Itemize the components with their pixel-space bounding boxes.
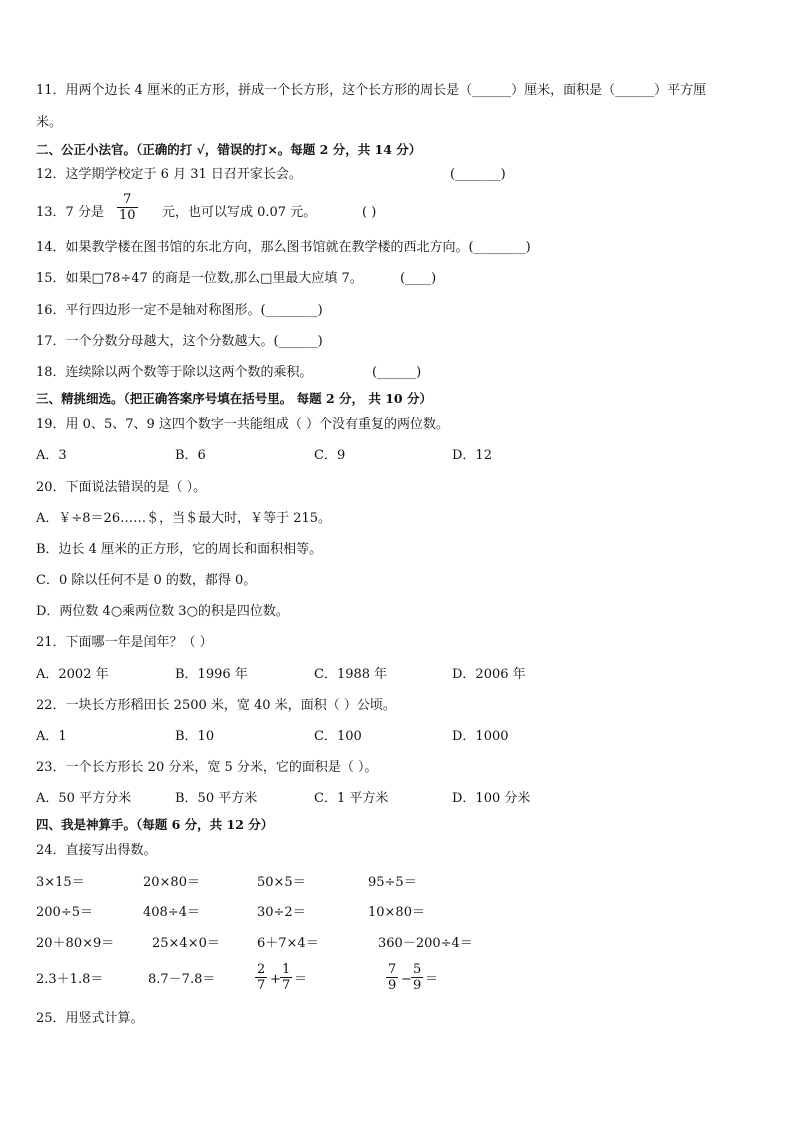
q23-text: 23．一个长方形长 20 分米，宽 5 分米，它的面积是（ ）。: [36, 760, 378, 775]
q24-frac1-operator: +: [270, 972, 281, 987]
q24-r4-c1: 2.3＋1.8＝: [36, 972, 104, 987]
q24-r2-c1: 200÷5＝: [36, 905, 93, 920]
q24-frac1-b-denominator: 7: [282, 978, 291, 993]
q24-r3-c4: 360－200÷4＝: [378, 936, 473, 951]
q23-option-b[interactable]: B．50 平方米: [175, 791, 258, 806]
q24-frac1-a-denominator: 7: [257, 978, 266, 993]
q13-fraction-numerator: 7: [123, 192, 132, 207]
q22-option-c[interactable]: C．100: [314, 729, 362, 744]
q24-frac1-b-numerator: 1: [282, 962, 291, 977]
q23-option-c[interactable]: C．1 平方米: [314, 791, 389, 806]
q24-r1-c2: 20×80＝: [143, 875, 200, 890]
q24-frac2-b-denominator: 9: [413, 978, 422, 993]
q24-frac1-equals: ＝: [294, 972, 308, 987]
section-3-heading: 三、精挑细选。（把正确答案序号填在括号里。 每题 2 分， 共 10 分）: [36, 391, 432, 406]
q24-frac2-operator: −: [401, 972, 412, 987]
q24-frac2-equals: ＝: [425, 972, 439, 987]
q24-frac2-b-numerator: 5: [413, 962, 422, 977]
q24-frac2-a: [386, 962, 398, 993]
q19-text: 19．用 0、5、7、9 这四个数字一共能组成（ ）个没有重复的两位数。: [36, 417, 450, 432]
q22-option-d[interactable]: D．1000: [452, 729, 509, 744]
q14-text: 14．如果教学楼在图书馆的东北方向，那么图书馆就在教学楼的西北方向。(________): [36, 240, 531, 255]
q21-option-c[interactable]: C．1988 年: [314, 667, 388, 682]
q24-r3-c1: 20＋80×9＝: [36, 936, 115, 951]
q24-r1-c4: 95÷5＝: [368, 875, 417, 890]
q24-frac1-b: [280, 962, 292, 993]
q11-line1: 11．用两个边长 4 厘米的正方形，拼成一个长方形，这个长方形的周长是（______）厘米，面积是（______）平方厘: [36, 83, 707, 98]
q19-option-d[interactable]: D．12: [452, 448, 492, 463]
q13-suffix: 元，也可以写成 0.07 元。: [162, 205, 317, 220]
q19-option-a[interactable]: A．3: [36, 448, 67, 463]
q21-option-b[interactable]: B．1996 年: [175, 667, 248, 682]
q22-option-b[interactable]: B．10: [175, 729, 215, 744]
q12-text: 12．这学期学校定于 6 月 31 日召开家长会。: [36, 167, 302, 182]
q24-frac2-b: [411, 962, 423, 993]
q18-text: 18．连续除以两个数等于除以这两个数的乘积。: [36, 365, 313, 380]
q24-r2-c2: 408÷4＝: [143, 905, 200, 920]
q19-option-b[interactable]: B．6: [175, 448, 206, 463]
q15-answer-blank[interactable]: (____): [400, 271, 437, 286]
q24-r3-c3: 6＋7×4＝: [257, 936, 319, 951]
q20-option-d[interactable]: D．两位数 4○乘两位数 3○的积是四位数。: [36, 604, 289, 619]
q11-line2: 米。: [36, 115, 63, 130]
q24-r4-c2: 8.7－7.8＝: [148, 972, 216, 987]
q20-option-b[interactable]: B．边长 4 厘米的正方形，它的周长和面积相等。: [36, 542, 323, 557]
q17-text: 17．一个分数分母越大，这个分数越大。(______): [36, 334, 323, 349]
q24-frac1-a-numerator: 2: [257, 962, 266, 977]
q21-option-a[interactable]: A．2002 年: [36, 667, 109, 682]
q16-text: 16．平行四边形一定不是轴对称图形。(________): [36, 303, 323, 318]
q22-text: 22．一块长方形稻田长 2500 米，宽 40 米，面积（ ）公顷。: [36, 698, 396, 713]
q24-text: 24．直接写出得数。: [36, 843, 157, 858]
q19-option-c[interactable]: C．9: [314, 448, 346, 463]
section-4-heading: 四、我是神算手。（每题 6 分，共 12 分）: [36, 817, 274, 832]
q20-option-a[interactable]: A．￥÷8＝26……＄，当＄最大时，￥等于 215。: [36, 511, 332, 526]
q13-fraction: [117, 192, 138, 223]
q24-r2-c3: 30÷2＝: [257, 905, 306, 920]
q13-answer-blank[interactable]: ( ): [362, 205, 377, 220]
q20-text: 20．下面说法错误的是（ ）。: [36, 480, 207, 495]
q24-r1-c1: 3×15＝: [36, 875, 85, 890]
q13-prefix: 13．7 分是: [36, 205, 104, 220]
q21-text: 21．下面哪一年是闰年？（ ）: [36, 635, 213, 650]
q21-option-d[interactable]: D．2006 年: [452, 667, 526, 682]
q15-text: 15．如果□78÷47 的商是一位数,那么□里最大应填 7。: [36, 271, 363, 286]
q18-answer-blank[interactable]: (______): [372, 365, 422, 380]
q24-r1-c3: 50×5＝: [257, 875, 306, 890]
section-2-heading: 二、公正小法官。（正确的打 √，错误的打×。每题 2 分，共 14 分）: [36, 142, 422, 157]
q24-r3-c2: 25×4×0＝: [152, 936, 220, 951]
q25-text: 25．用竖式计算。: [36, 1011, 144, 1026]
q22-option-a[interactable]: A．1: [36, 729, 67, 744]
q20-option-c[interactable]: C．0 除以任何不是 0 的数，都得 0。: [36, 573, 257, 588]
q24-r2-c4: 10×80＝: [368, 905, 425, 920]
q23-option-a[interactable]: A．50 平方分米: [36, 791, 132, 806]
q13-fraction-denominator: 10: [119, 208, 136, 223]
q12-answer-blank[interactable]: (_______): [450, 167, 506, 182]
q24-frac2-a-numerator: 7: [388, 962, 397, 977]
q23-option-d[interactable]: D．100 分米: [452, 791, 531, 806]
q24-frac2-a-denominator: 9: [388, 978, 397, 993]
q24-frac1-a: [255, 962, 267, 993]
